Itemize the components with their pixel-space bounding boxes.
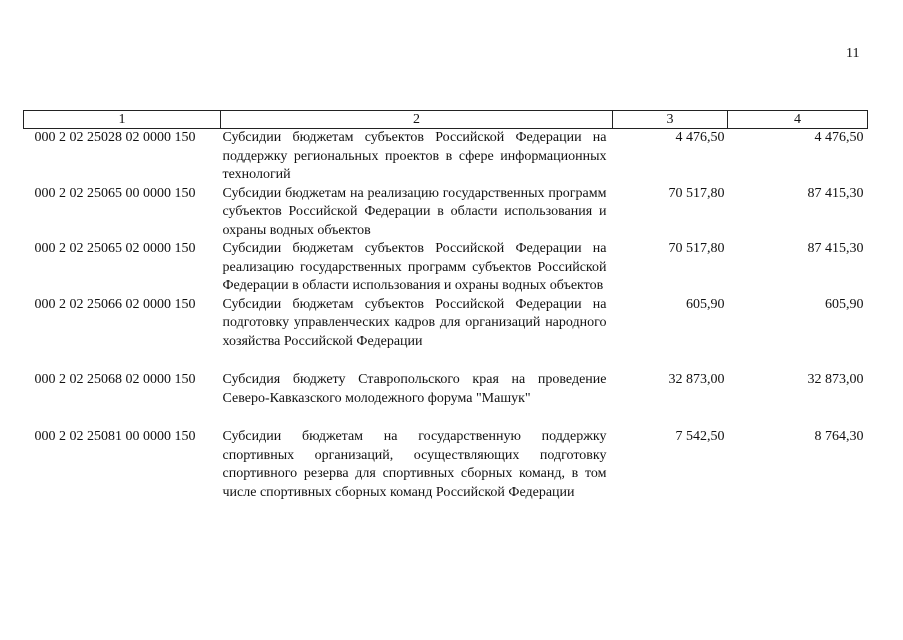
- amount-col-3: 7 542,50: [675, 429, 725, 444]
- amount-col-3: 4 476,50: [675, 130, 725, 145]
- row-description: Субсидии бюджетам на реализацию государственных программ субъектов Российской Федерации в области использования и охраны водных объектов: [222, 185, 607, 238]
- row-description: Субсидии бюджетам на государственную поддержку спортивных организаций, осуществляющих подготовку спортивного резерва для спортивных сборных команд, в том числе спортивных сборных команд Российской Федерации: [222, 429, 607, 500]
- amount-col-3: 32 873,00: [668, 372, 725, 387]
- table-row: [24, 129, 868, 185]
- column-header-2: 2: [221, 111, 613, 129]
- table-row: [24, 371, 868, 428]
- column-header-1: 1: [24, 111, 221, 129]
- amount-col-4: 87 415,30: [807, 241, 864, 256]
- amount-col-3: 605,90: [686, 296, 725, 312]
- column-header-3: 3: [613, 111, 728, 129]
- budget-code: 000 2 02 25028 02 0000 150: [34, 130, 196, 145]
- budget-code: 000 2 02 25066 02 0000 150: [34, 296, 196, 312]
- table-row: [24, 240, 868, 296]
- amount-col-4: 8 764,30: [814, 429, 864, 444]
- row-description: Субсидии бюджетам субъектов Российской Федерации на поддержку региональных проектов в сфере информационных технологий: [222, 130, 607, 182]
- column-header-4: 4: [728, 111, 868, 129]
- amount-col-3: 70 517,80: [668, 241, 725, 256]
- row-description: Субсидии бюджетам субъектов Российской Федерации на реализацию государственных программ субъектов Российской Федерации в области использования и охраны водных объектов: [222, 241, 607, 293]
- budget-code: 000 2 02 25081 00 0000 150: [34, 429, 196, 444]
- page-number: 11: [846, 46, 860, 61]
- budget-table: [23, 110, 868, 502]
- amount-col-4: 32 873,00: [807, 372, 864, 387]
- row-description: Субсидия бюджету Ставропольского края на проведение Северо-Кавказского молодежного форума "Машук": [222, 372, 607, 406]
- amount-col-4: 87 415,30: [807, 185, 864, 201]
- amount-col-3: 70 517,80: [668, 185, 725, 201]
- amount-col-4: 4 476,50: [814, 130, 864, 145]
- budget-code: 000 2 02 25068 02 0000 150: [34, 372, 196, 387]
- table-header-row: [24, 111, 868, 129]
- row-description: Субсидии бюджетам субъектов Российской Федерации на подготовку управленческих кадров для организаций народного хозяйства Российской Федерации: [222, 296, 607, 349]
- table-row: [24, 185, 868, 241]
- budget-code: 000 2 02 25065 00 0000 150: [34, 185, 196, 201]
- budget-code: 000 2 02 25065 02 0000 150: [34, 241, 196, 256]
- table-row: [24, 428, 868, 502]
- amount-col-4: 605,90: [825, 296, 864, 312]
- table-row: [24, 296, 868, 372]
